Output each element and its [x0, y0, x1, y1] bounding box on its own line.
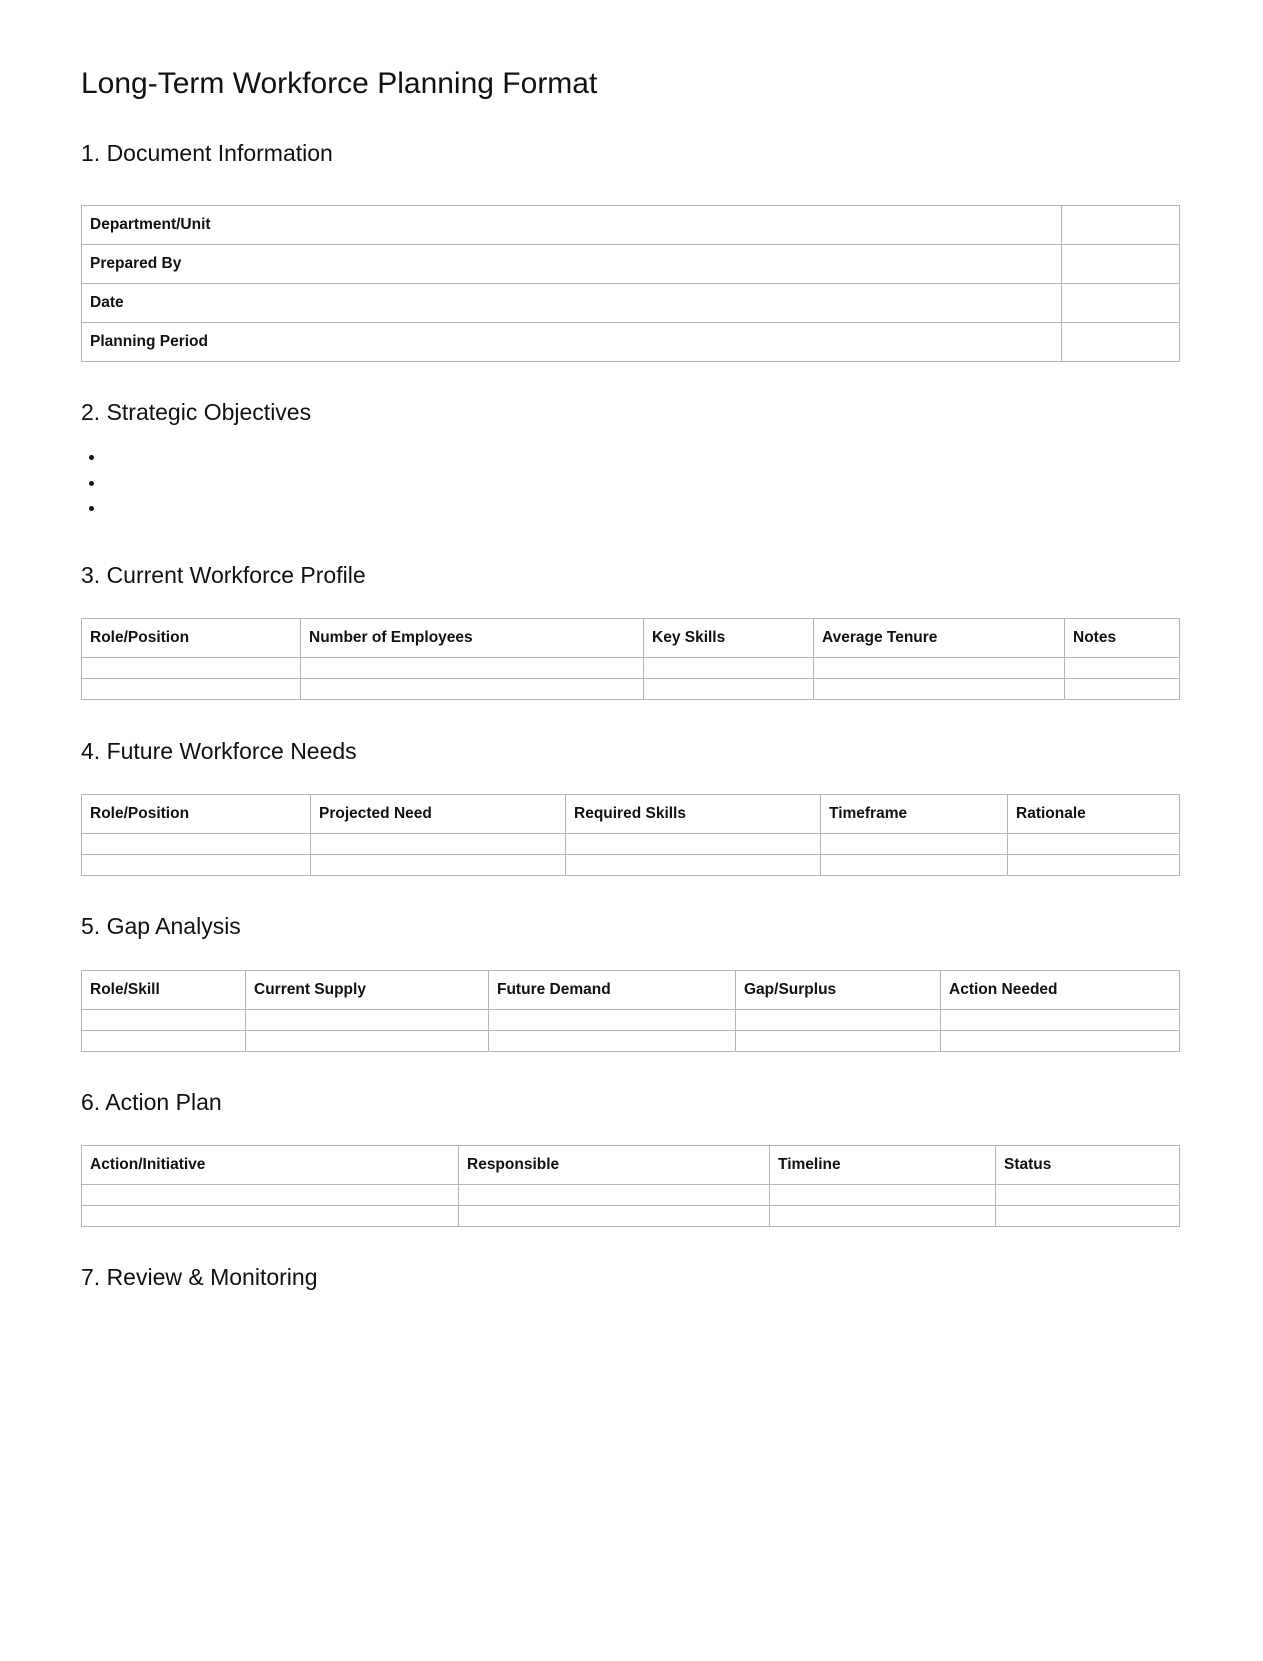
table-cell[interactable] [489, 1010, 736, 1031]
table-cell[interactable] [644, 679, 814, 700]
table-row [82, 1185, 1180, 1206]
table-cell[interactable] [1008, 855, 1180, 876]
table-cell[interactable] [814, 658, 1065, 679]
table-cell[interactable] [1008, 834, 1180, 855]
column-header: Timeframe [821, 795, 1008, 834]
column-header: Role/Position [82, 619, 301, 658]
table-row [82, 323, 1180, 362]
table-header-row [82, 971, 1180, 1010]
table-cell[interactable] [941, 1031, 1180, 1052]
list-item[interactable] [81, 470, 681, 496]
section-heading-gap-analysis: 5. Gap Analysis [81, 913, 241, 939]
section-heading-document-information: 1. Document Information [81, 140, 333, 166]
field-value[interactable] [1062, 245, 1180, 284]
field-label: Date [82, 284, 1062, 323]
table-header-row [82, 1146, 1180, 1185]
table-cell[interactable] [566, 834, 821, 855]
future-workforce-needs-table [81, 794, 1180, 876]
table-cell[interactable] [301, 679, 644, 700]
column-header: Responsible [459, 1146, 770, 1185]
table-cell[interactable] [566, 855, 821, 876]
table-cell[interactable] [736, 1010, 941, 1031]
table-row [82, 658, 1180, 679]
column-header: Role/Skill [82, 971, 246, 1010]
table-cell[interactable] [82, 1206, 459, 1227]
column-header: Current Supply [246, 971, 489, 1010]
list-item[interactable] [81, 495, 681, 521]
table-cell[interactable] [301, 658, 644, 679]
action-plan-table [81, 1145, 1180, 1227]
column-header: Average Tenure [814, 619, 1065, 658]
table-row [82, 206, 1180, 245]
table-cell[interactable] [736, 1031, 941, 1052]
column-header: Required Skills [566, 795, 821, 834]
column-header: Number of Employees [301, 619, 644, 658]
field-value[interactable] [1062, 206, 1180, 245]
gap-analysis-table [81, 970, 1180, 1052]
document-information-table [81, 205, 1180, 362]
table-row [82, 1031, 1180, 1052]
field-label: Planning Period [82, 323, 1062, 362]
page-title: Long-Term Workforce Planning Format [81, 67, 598, 100]
table-cell[interactable] [311, 855, 566, 876]
table-row [82, 855, 1180, 876]
column-header: Role/Position [82, 795, 311, 834]
table-cell[interactable] [996, 1206, 1180, 1227]
table-cell[interactable] [644, 658, 814, 679]
table-row [82, 834, 1180, 855]
table-cell[interactable] [82, 834, 311, 855]
field-value[interactable] [1062, 284, 1180, 323]
table-cell[interactable] [82, 1010, 246, 1031]
table-cell[interactable] [821, 834, 1008, 855]
table-row [82, 284, 1180, 323]
table-cell[interactable] [941, 1010, 1180, 1031]
bullet-icon [89, 481, 94, 486]
table-cell[interactable] [459, 1185, 770, 1206]
section-heading-action-plan: 6. Action Plan [81, 1089, 222, 1115]
table-cell[interactable] [82, 1031, 246, 1052]
table-cell[interactable] [459, 1206, 770, 1227]
table-cell[interactable] [82, 855, 311, 876]
table-header-row [82, 619, 1180, 658]
table-cell[interactable] [246, 1031, 489, 1052]
section-heading-review-monitoring: 7. Review & Monitoring [81, 1264, 318, 1290]
list-item[interactable] [81, 444, 681, 470]
strategic-objectives-list [81, 444, 681, 521]
column-header: Action/Initiative [82, 1146, 459, 1185]
table-cell[interactable] [311, 834, 566, 855]
bullet-icon [89, 506, 94, 511]
section-heading-future-workforce-needs: 4. Future Workforce Needs [81, 738, 357, 764]
table-cell[interactable] [246, 1010, 489, 1031]
column-header: Action Needed [941, 971, 1180, 1010]
table-row [82, 245, 1180, 284]
table-cell[interactable] [996, 1185, 1180, 1206]
current-workforce-profile-table [81, 618, 1180, 700]
table-cell[interactable] [82, 679, 301, 700]
column-header: Rationale [1008, 795, 1180, 834]
column-header: Status [996, 1146, 1180, 1185]
table-cell[interactable] [770, 1206, 996, 1227]
table-cell[interactable] [1065, 679, 1180, 700]
column-header: Timeline [770, 1146, 996, 1185]
table-cell[interactable] [814, 679, 1065, 700]
table-row [82, 1010, 1180, 1031]
column-header: Notes [1065, 619, 1180, 658]
column-header: Key Skills [644, 619, 814, 658]
table-cell[interactable] [82, 1185, 459, 1206]
column-header: Projected Need [311, 795, 566, 834]
table-cell[interactable] [1065, 658, 1180, 679]
table-cell[interactable] [770, 1185, 996, 1206]
field-label: Prepared By [82, 245, 1062, 284]
bullet-icon [89, 455, 94, 460]
table-header-row [82, 795, 1180, 834]
table-cell[interactable] [489, 1031, 736, 1052]
field-value[interactable] [1062, 323, 1180, 362]
field-label: Department/Unit [82, 206, 1062, 245]
section-heading-current-workforce-profile: 3. Current Workforce Profile [81, 562, 366, 588]
table-row [82, 679, 1180, 700]
table-cell[interactable] [82, 658, 301, 679]
column-header: Gap/Surplus [736, 971, 941, 1010]
table-cell[interactable] [821, 855, 1008, 876]
section-heading-strategic-objectives: 2. Strategic Objectives [81, 399, 312, 425]
table-row [82, 1206, 1180, 1227]
column-header: Future Demand [489, 971, 736, 1010]
